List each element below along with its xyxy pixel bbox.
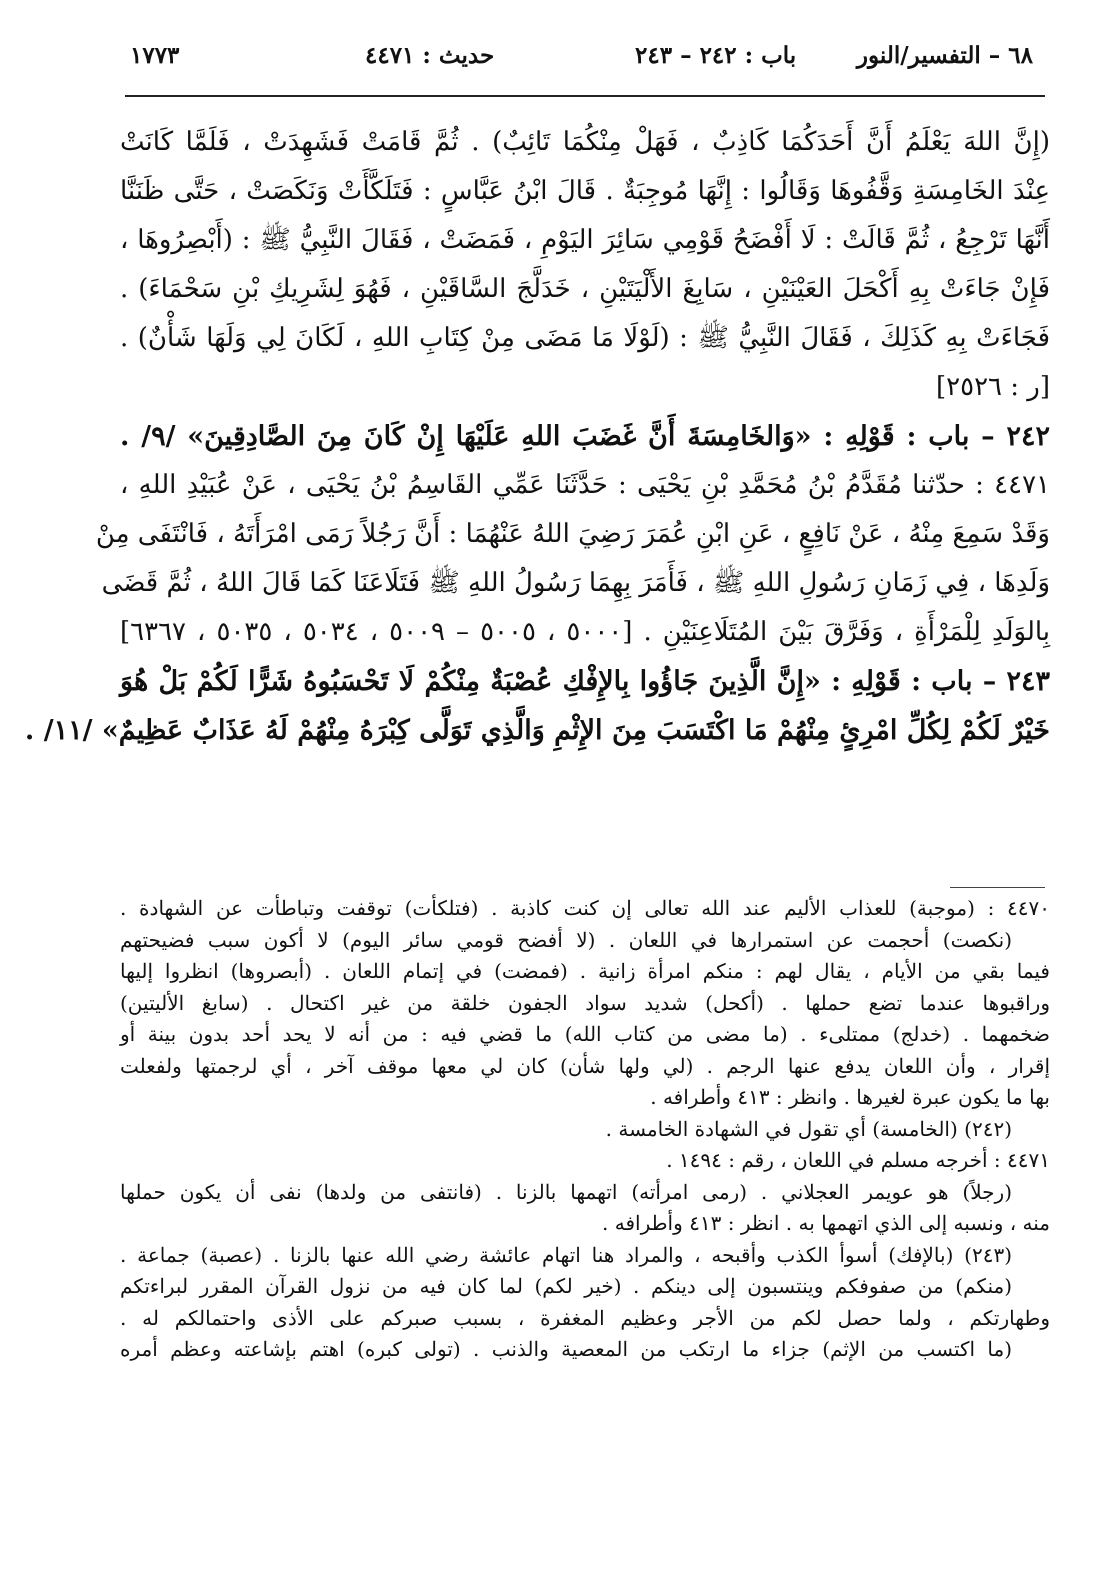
- footnote-line: ضخمهما . (خدلج) ممتلىء . (ما مضى من كتاب الله) ما قضي فيه : من أنه لا يحد أحد بدون بينة أو: [120, 1022, 1050, 1046]
- footnote-line: (٢٤٣) (بالإفك) أسوأ الكذب وأقبحه ، والمراد هنا اتهام عائشة رضي الله عنها بالزنا . (عصبة) جماعة .: [120, 1242, 1012, 1267]
- chapter-heading-242: ٢٤٢ – باب : قَوْلِهِ : «وَالخَامِسَةَ أَنَّ غَضَبَ اللهِ عَلَيْهَا إِنْ كَانَ مِنَ الصَّادِقِينَ» /٩/ .: [120, 421, 1050, 452]
- footnote-line: وراقبوها عندما تضع حملها . (أكحل) شديد سواد الجفون خلقة من غير اكتحال . (سابغ الأليتين): [120, 990, 1050, 1015]
- text-line: عِنْدَ الخَامِسَةِ وَقَّفُوهَا وَقَالُوا : إِنَّهَا مُوجِبَةٌ . قَالَ ابْنُ عَبَّاسٍ : فَتَلَكَّأَتْ وَنَكَصَتْ ، حَتَّى ظَنَنَّا: [120, 176, 1050, 206]
- text-line: وَقَدْ سَمِعَ مِنْهُ ، عَنْ نَافِعٍ ، عَنِ ابْنِ عُمَرَ رَضِيَ اللهُ عَنْهُمَا : أَنَّ رَجُلاً رَمَى امْرَأَتَهُ ، فَانْتَفَى مِنْ: [95, 519, 1050, 549]
- text-line: بِالوَلَدِ لِلْمَرْأَةِ ، وَفَرَّقَ بَيْنَ المُتَلَاعِنَيْنِ . [٥٠٠٠ ، ٥٠٠٥ – ٥٠٠٩ ، ٥٠٣٤ ، ٥٠٣٥ ، ٦٣٦٧]: [120, 617, 1051, 647]
- footnotes: [120, 893, 1050, 1366]
- hadith-number: حديث : ٤٤٧١: [365, 42, 495, 69]
- footnote-divider: [950, 887, 1045, 888]
- main-text: [24, 118, 1051, 755]
- footnote-line: ٤٤٧١ : أخرجه مسلم في اللعان ، رقم : ١٤٩٤ .: [666, 1148, 1050, 1172]
- chapter-heading-243-cont: خَيْرٌ لَكُمْ لِكُلِّ امْرِئٍ مِنْهُمْ مَا اكْتَسَبَ مِنَ الإِثْمِ وَالَّذِي تَوَلَّى كِبْرَهُ مِنْهُمْ لَهُ عَذَابٌ عَظِيمٌ» /١١/ .: [24, 715, 1050, 746]
- footnote-line: بها ما يكون عبرة لغيرها . وانظر : ٤١٣ وأطرافه .: [650, 1085, 1050, 1109]
- text-line: أَنَّهَا تَرْجِعُ ، ثُمَّ قَالَتْ : لَا أَفْضَحُ قَوْمِي سَائِرَ اليَوْمِ ، فَمَضَتْ ، فَقَالَ النَّبِيُّ ﷺ : (أَبْصِرُوهَا ،: [120, 225, 1050, 255]
- chapter-range: باب : ٢٤٢ – ٢٤٣: [635, 42, 797, 69]
- footnote-line: (٢٤٢) (الخامسة) أي تقول في الشهادة الخامسة .: [605, 1116, 1012, 1141]
- footnote-line: إقرار ، وأن اللعان يدفع عنها الرجم . (لي ولها شأن) كان لي معها موقف آخر ، أي لرجمتها ولفعلت: [120, 1053, 1050, 1078]
- header-divider: [125, 95, 1045, 97]
- footnote-line: (منكم) من صفوفكم وينتسبون إلى دينكم . (خير لكم) لما كان فيه من نزول القرآن المقرر لبراءتكم: [120, 1274, 1012, 1298]
- text-line: فَجَاءَتْ بِهِ كَذَلِكَ ، فَقَالَ النَّبِيُّ ﷺ : (لَوْلَا مَا مَضَى مِنْ كِتَابِ اللهِ ، لَكَانَ لِي وَلَهَا شَأْنٌ) .: [120, 323, 1050, 353]
- footnote-line: (ما اكتسب من الإثم) جزاء ما ارتكب من المعصية والذنب . (تولى كبره) اهتم بإشاعته وعظم أمره: [120, 1337, 1012, 1361]
- running-header: [125, 42, 1045, 84]
- footnote-line: فيما بقي من الأيام ، يقال لهم : منكم امرأة زانية . (فمضت) في إتمام اللعان . (أبصروها) انظروا إليها: [120, 959, 1050, 983]
- text-line: فَإِنْ جَاءَتْ بِهِ أَكْحَلَ العَيْنَيْنِ ، سَابِغَ الأَلْيَتَيْنِ ، خَدَلَّجَ السَّاقَيْنِ ، فَهُوَ لِشَرِيكِ بْنِ سَحْمَاءَ) .: [120, 274, 1050, 304]
- chapter-heading-243: ٢٤٣ – باب : قَوْلِهِ : «إِنَّ الَّذِينَ جَاؤُوا بِالإِفْكِ عُصْبَةٌ مِنْكُمْ لَا تَحْسَبُوهُ شَرًّا لَكُمْ بَلْ هُوَ: [120, 666, 1050, 697]
- text-line: ٤٤٧١ : حدّثنا مُقَدَّمُ بْنُ مُحَمَّدِ بْنِ يَحْيَى : حَدَّثَنَا عَمِّي القَاسِمُ بْنُ يَحْيَى ، عَنْ عُبَيْدِ اللهِ ،: [120, 470, 1050, 500]
- text-line: وَلَدِهَا ، فِي زَمَانِ رَسُولِ اللهِ ﷺ ، فَأَمَرَ بِهِمَا رَسُولُ اللهِ ﷺ فَتَلَاعَنَا كَمَا قَالَ اللهُ ، ثُمَّ قَضَى: [101, 568, 1050, 598]
- footnote-line: (نكصت) أحجمت عن استمرارها في اللعان . (لا أفضح قومي سائر اليوم) لا أكون سبب فضيحتهم: [120, 927, 1012, 952]
- text-line: (إِنَّ اللهَ يَعْلَمُ أَنَّ أَحَدَكُمَا كَاذِبٌ ، فَهَلْ مِنْكُمَا تَائِبٌ) . ثُمَّ قَامَتْ فَشَهِدَتْ ، فَلَمَّا كَانَتْ: [120, 127, 1050, 157]
- footnote-line: وطهارتكم ، ولما حصل لكم من الأجر وعظيم المغفرة ، بسبب صبركم على الأذى واحتمالكم له .: [120, 1305, 1050, 1330]
- page-number: ١٧٧٣: [130, 42, 180, 69]
- reference-line: [ر : ٢٥٢٦]: [935, 372, 1050, 402]
- footnote-line: ٤٤٧٠ : (موجبة) للعذاب الأليم عند الله تعالى إن كنت كاذبة . (فتلكأت) توقفت وتباطأت عن الشهادة .: [120, 896, 1050, 920]
- book-title: ٦٨ – التفسير/النور: [856, 42, 1033, 69]
- footnote-line: منه ، ونسبه إلى الذي اتهمها به . انظر : ٤١٣ وأطرافه .: [602, 1211, 1050, 1235]
- footnote-line: (رجلاً) هو عويمر العجلاني . (رمى امرأته) اتهمها بالزنا . (فانتفى من ولدها) نفى أن يكون حملها: [120, 1179, 1012, 1204]
